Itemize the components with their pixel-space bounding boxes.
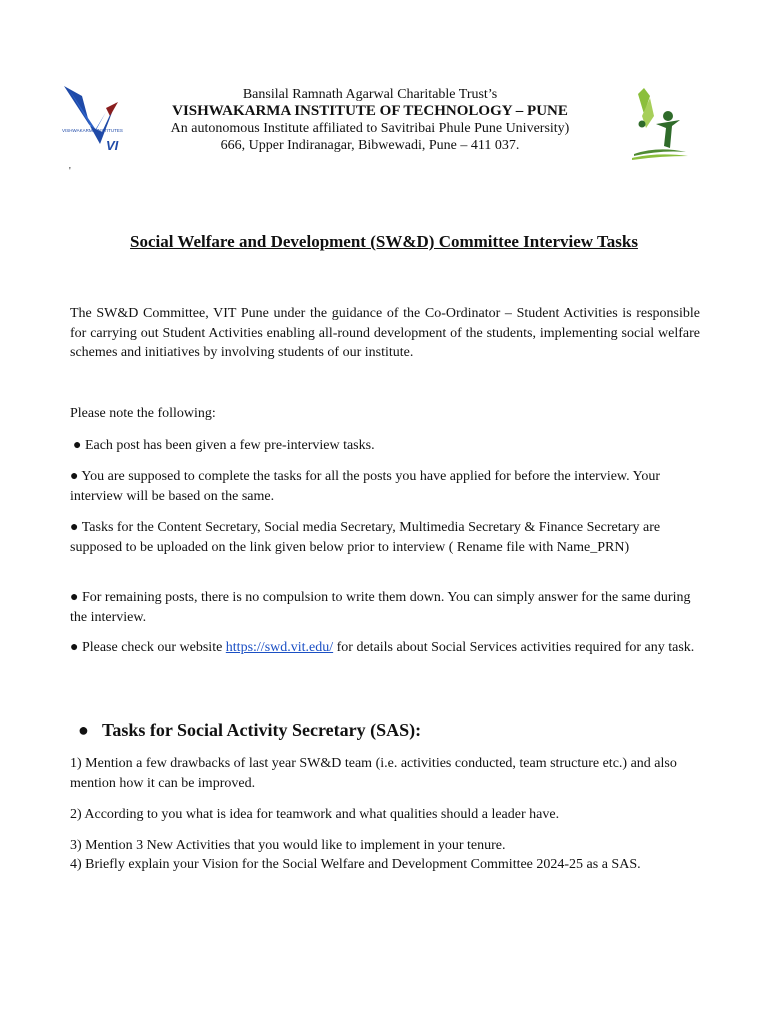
task-item: 2) According to you what is idea for teamwork and what qualities should a leader have. xyxy=(70,807,560,822)
document-title: Social Welfare and Development (SW&D) Committee Interview Tasks xyxy=(130,232,638,251)
note-heading: Please note the following: xyxy=(70,406,216,421)
logo-left-monogram: VI xyxy=(106,138,119,153)
logo-left-text: VISHWAKARMA INSTITUTES xyxy=(62,128,123,133)
section-bullet: ● xyxy=(78,720,89,740)
section-heading xyxy=(78,720,421,741)
note-item: ● You are supposed to complete the tasks for all the posts you have applied for before the interview. Your interview will be based on the same. xyxy=(70,469,660,504)
website-link[interactable]: https://swd.vit.edu/ xyxy=(225,640,334,655)
section-heading-text: Tasks for Social Activity Secretary (SAS): xyxy=(102,720,422,740)
note-item: ● Tasks for the Content Secretary, Social media Secretary, Multimedia Secretary & Finance Secretary are supposed to be uploaded on the link given below prior to interview ( Rename file with Name_PRN) xyxy=(70,520,661,555)
website-note xyxy=(70,638,710,658)
address: 666, Upper Indiranagar, Bibwewadi, Pune – 411 037. xyxy=(220,138,520,153)
task-item: 3) Mention 3 New Activities that you would like to implement in your tenure. xyxy=(70,838,506,853)
trust-name: Bansilal Ramnath Agarwal Charitable Trust’s xyxy=(242,87,498,102)
website-note-prefix: ● Please check our website xyxy=(70,640,226,655)
letterhead xyxy=(120,86,620,154)
institute-name: VISHWAKARMA INSTITUTE OF TECHNOLOGY – PUNE xyxy=(172,103,568,119)
task-item: 1) Mention a few drawbacks of last year SW&D team (i.e. activities conducted, team structure etc.) and also mention how it can be improved. xyxy=(70,756,677,791)
note-item: ● For remaining posts, there is no compulsion to write them down. You can simply answer for the same during the interview. xyxy=(70,590,691,625)
intro-paragraph: The SW&D Committee, VIT Pune under the guidance of the Co-Ordinator – Student Activities is responsible for carrying out Student Activities enabling all-round development of the students, implementing social welfare schemes and initiatives by involving students of our institute. xyxy=(70,306,700,360)
task-item: 4) Briefly explain your Vision for the Social Welfare and Development Committee 2024-25 as a SAS. xyxy=(70,857,641,872)
swd-logo xyxy=(628,86,692,166)
affiliation: An autonomous Institute affiliated to Savitribai Phule Pune University) xyxy=(170,121,570,136)
stray-mark: ' xyxy=(69,166,71,177)
note-item: ● Each post has been given a few pre-interview tasks. xyxy=(73,438,375,453)
website-note-suffix: for details about Social Services activities required for any task. xyxy=(333,640,695,655)
